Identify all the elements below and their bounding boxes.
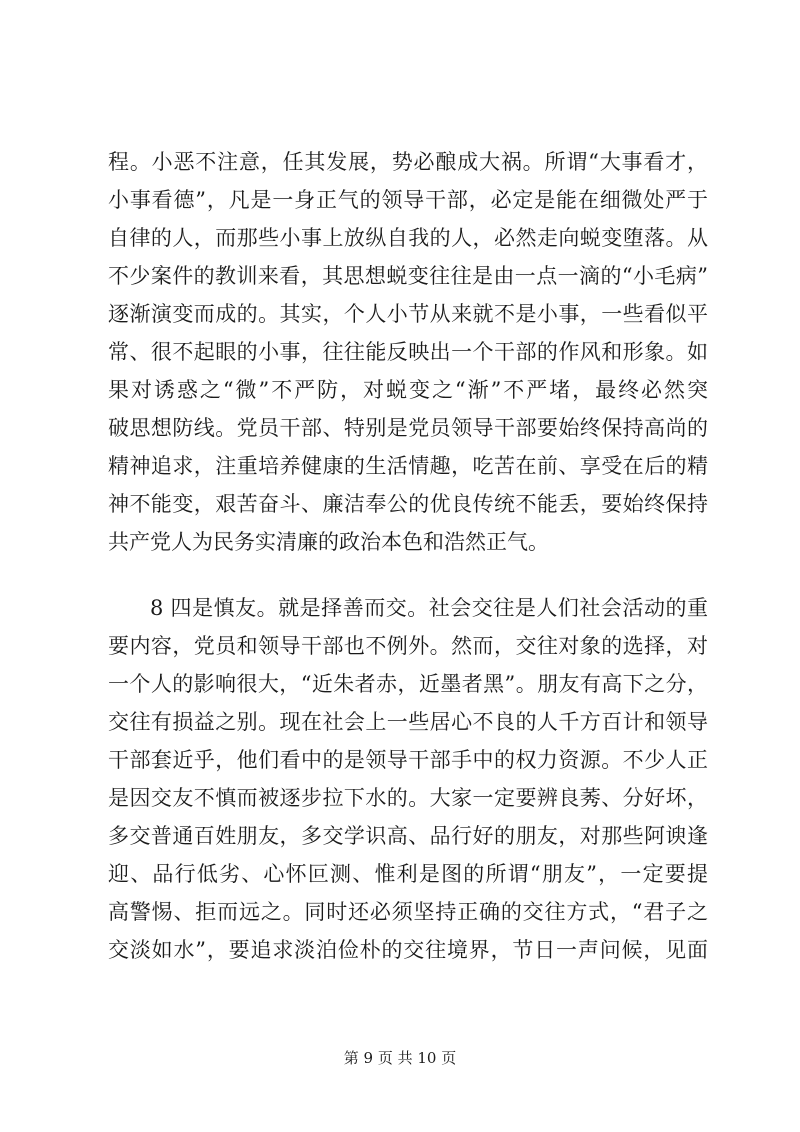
text-line: 果对诱惑之“微”不严防，对蜕变之“渐”不严堵，最终必然突 (108, 378, 708, 402)
text-line: 不少案件的教训来看，其思想蜕变往往是由一点一滴的“小毛病” (108, 264, 708, 288)
text-line: 多交普通百姓朋友，多交学识高、品行好的朋友，对那些阿谀逢 (108, 824, 708, 848)
text-line: 精神追求，注重培养健康的生活情趣，吃苦在前、享受在后的精 (108, 454, 708, 478)
paragraph-2 (108, 589, 708, 969)
page-footer: 第 9 页 共 10 页 (343, 1049, 457, 1067)
text-line: 交往有损益之别。现在社会上一些居心不良的人千方百计和领导 (108, 710, 708, 734)
text-line: 程。小恶不注意，任其发展，势必酿成大祸。所谓“大事看才， (108, 150, 708, 174)
text-line: 破思想防线。党员干部、特别是党员领导干部要始终保持高尚的 (108, 416, 708, 440)
text-line: 迎、品行低劣、心怀叵测、惟利是图的所谓“朋友”，一定要提 (108, 862, 708, 886)
text-line: 是因交友不慎而被逐步拉下水的。大家一定要辨良莠、分好坏， (108, 786, 708, 810)
text-line: 小事看德”，凡是一身正气的领导干部，必定是能在细微处严于 (108, 188, 708, 212)
text-line: 高警惕、拒而远之。同时还必须坚持正确的交往方式，“君子之 (108, 900, 708, 924)
text-line: 常、很不起眼的小事，往往能反映出一个干部的作风和形象。如 (108, 340, 708, 364)
text-line: 共产党人为民务实清廉的政治本色和浩然正气。 (108, 530, 549, 554)
paragraph-1 (108, 143, 708, 561)
text-line: 神不能变，艰苦奋斗、廉洁奉公的优良传统不能丢，要始终保持 (108, 492, 708, 516)
text-line: 8 四是慎友。就是择善而交。社会交往是人们社会活动的重 (150, 596, 708, 620)
text-line: 逐渐演变而成的。其实，个人小节从来就不是小事，一些看似平 (108, 302, 708, 326)
text-line: 一个人的影响很大，“近朱者赤，近墨者黑”。朋友有高下之分， (108, 672, 708, 696)
text-line: 干部套近乎，他们看中的是领导干部手中的权力资源。不少人正 (108, 748, 708, 772)
text-line: 要内容，党员和领导干部也不例外。然而，交往对象的选择，对 (108, 634, 708, 658)
text-line: 交淡如水”，要追求淡泊俭朴的交往境界，节日一声问候，见面 (108, 938, 708, 962)
text-line: 自律的人，而那些小事上放纵自我的人，必然走向蜕变堕落。从 (108, 226, 708, 250)
